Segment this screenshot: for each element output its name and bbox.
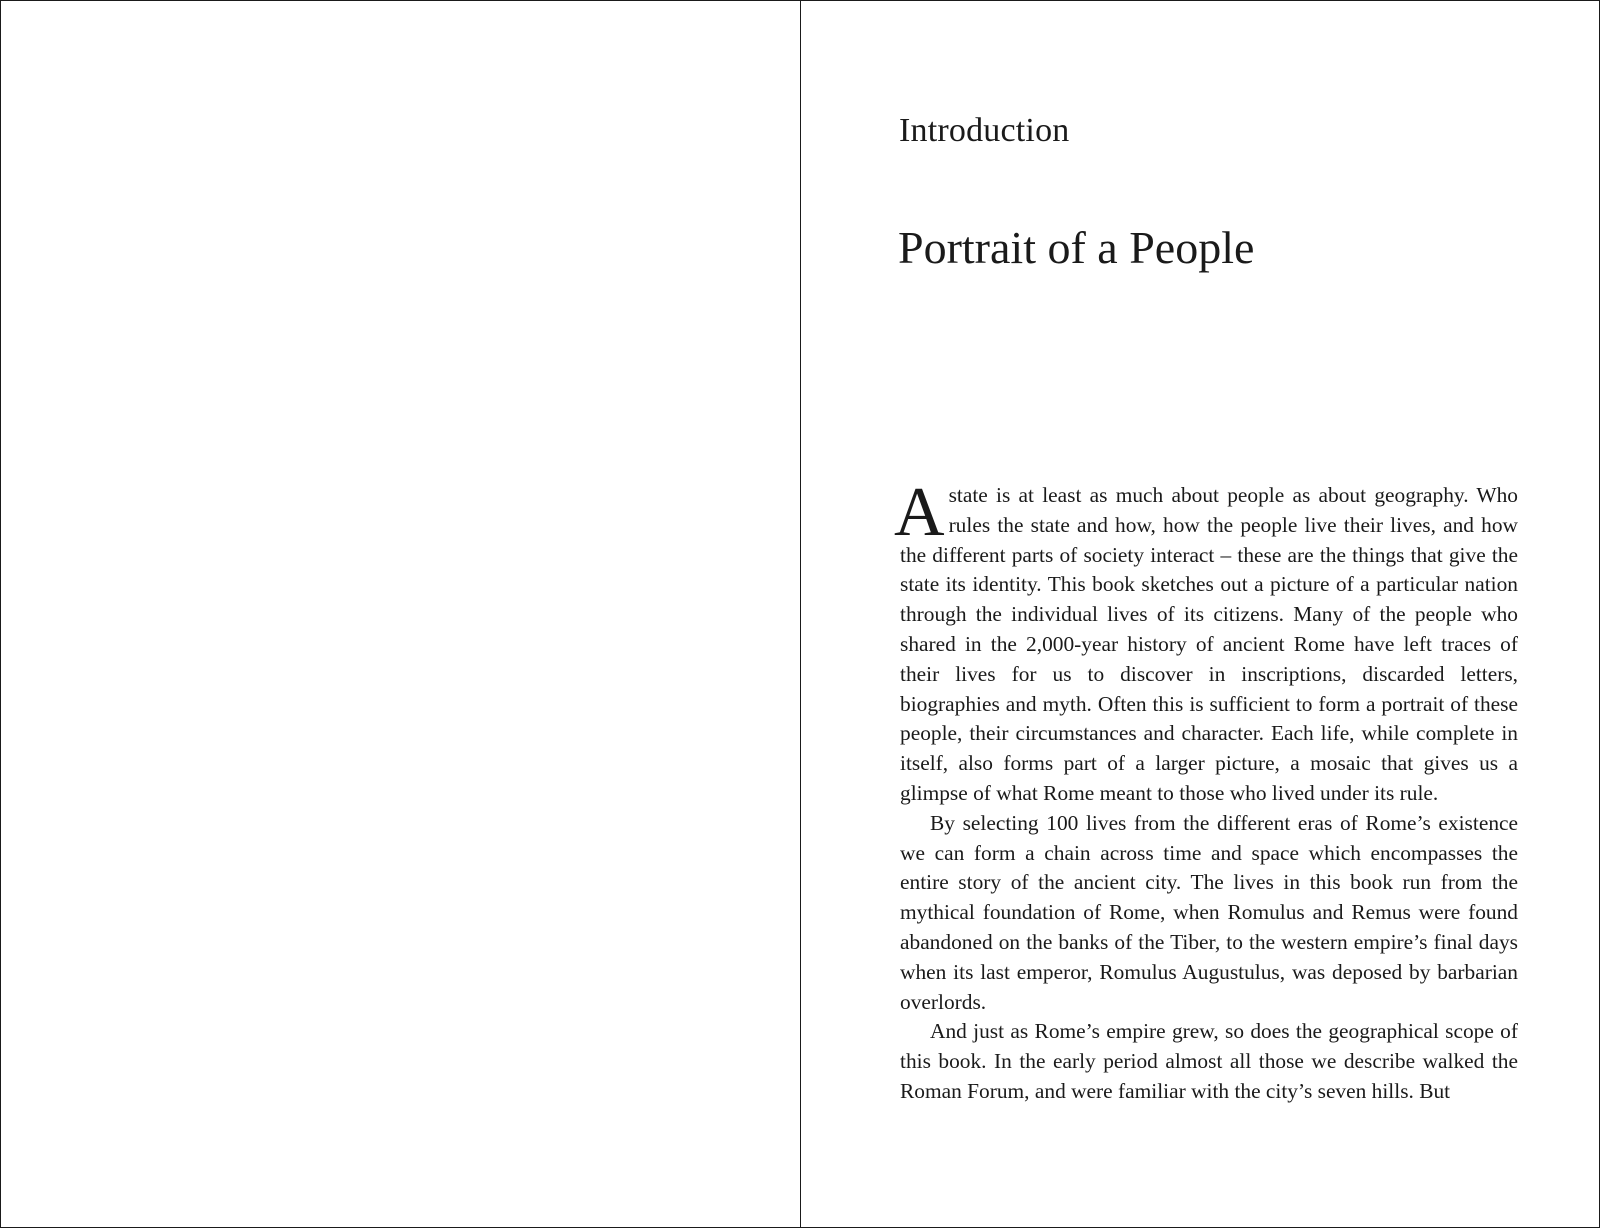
chapter-label: Introduction	[899, 112, 1070, 149]
paragraph-2: By selecting 100 lives from the different eras of Rome’s existence we can form a chain across time and space which encompasses the entire story of the ancient city. The lives in this book run from the mythical foundation of Rome, when Romulus and Remus were found abandoned on the banks of the Tiber, to the western empire’s final days when its last emperor, Romulus Augustulus, was deposed by barbarian overlords.	[900, 810, 1518, 1014]
right-page	[801, 1, 1599, 1227]
paragraph-1-text: state is at least as much about people as about geography. Who rules the state and how, how the people live their lives, and how the different parts of society interact – these are the things that give the state its identity. This book sketches out a picture of a particular nation through the individual lives of its citizens. Many of the people who shared in the 2,000-year history of ancient Rome have left traces of their lives for us to discover in inscriptions, discarded letters, biographies and myth. Often this is sufficient to form a portrait of these people, their circumstances and character. Each life, while complete in itself, also forms part of a larger picture, a mosaic that gives us a glimpse of what Rome meant to those who lived under its rule.	[900, 483, 1518, 805]
paragraph-1	[894, 474, 1518, 809]
drop-cap: A	[894, 474, 945, 551]
chapter-title: Portrait of a People	[898, 222, 1255, 273]
left-page-blank	[1, 1, 801, 1227]
paragraph-3: And just as Rome’s empire grew, so does the geographical scope of this book. In the early period almost all those we describe walked the Roman Forum, and were familiar with the city’s seven hills. But	[900, 1019, 1518, 1103]
body-text	[894, 474, 1518, 1107]
